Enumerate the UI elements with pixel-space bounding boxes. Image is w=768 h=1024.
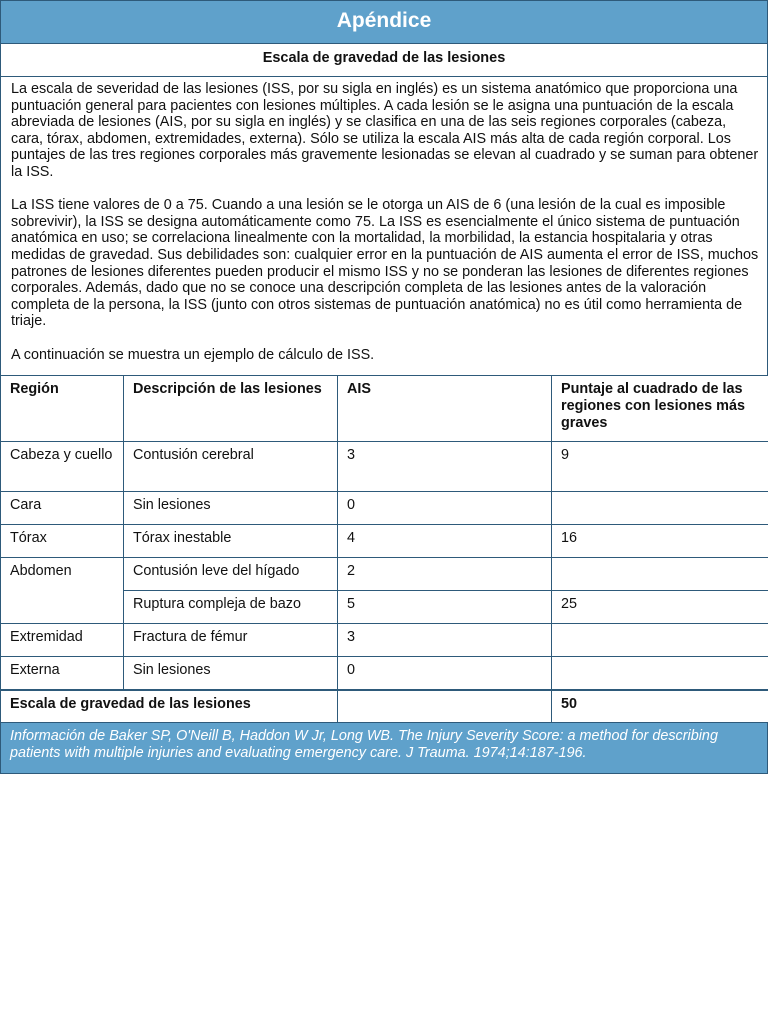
cell-score: 9 (552, 442, 768, 492)
cell-description: Contusión cerebral (124, 442, 338, 492)
total-score: 50 (552, 690, 768, 723)
cell-description: Tórax inestable (124, 525, 338, 558)
cell-region: Tórax (1, 525, 124, 558)
table-row (1, 558, 768, 591)
cell-region: Abdomen (1, 558, 124, 624)
cell-score (552, 558, 768, 591)
iss-table (0, 375, 768, 723)
cell-ais: 4 (338, 525, 552, 558)
cell-description: Sin lesiones (124, 492, 338, 525)
header-ais: AIS (338, 376, 552, 442)
section-subtitle: Escala de gravedad de las lesiones (0, 44, 768, 77)
cell-ais: 5 (338, 591, 552, 624)
intro-text (0, 77, 768, 375)
cell-region: Cabeza y cuello (1, 442, 124, 492)
intro-paragraph: La escala de severidad de las lesiones (ISS, por su sigla en inglés) es un sistema anatómico que proporciona una puntuación general para pacientes con lesiones múltiples. A cada lesión se le asigna una puntuación de la escala abreviada de lesiones (AIS, por su sigla en inglés) y se clasifica en una de las seis regiones corporales (cabeza, cara, tórax, abdomen, extremidades, externa). Sólo se utiliza la escala AIS más alta de cada región corporal. Los puntajes de las tres regiones corporales más gravemente lesionadas se elevan al cuadrado y se suman para obtener la ISS. (11, 81, 759, 180)
citation-footer: Información de Baker SP, O'Neill B, Haddon W Jr, Long WB. The Injury Severity Score: a method for describing patients with multiple injuries and evaluating emergency care. J Trauma. 1974;14:187-196. (0, 723, 768, 774)
cell-score (552, 657, 768, 690)
cell-description: Fractura de fémur (124, 624, 338, 657)
cell-description: Contusión leve del hígado (124, 558, 338, 591)
cell-ais: 3 (338, 442, 552, 492)
cell-region: Cara (1, 492, 124, 525)
table-total-row (1, 690, 768, 723)
page-title: Apéndice (0, 0, 768, 44)
header-description: Descripción de las lesiones (124, 376, 338, 442)
table-row (1, 657, 768, 690)
cell-score: 16 (552, 525, 768, 558)
table-row (1, 525, 768, 558)
cell-ais: 3 (338, 624, 552, 657)
cell-score: 25 (552, 591, 768, 624)
table-row (1, 624, 768, 657)
header-region: Región (1, 376, 124, 442)
header-score: Puntaje al cuadrado de las regiones con lesiones más graves (552, 376, 768, 442)
total-ais (338, 690, 552, 723)
cell-region: Externa (1, 657, 124, 690)
total-label: Escala de gravedad de las lesiones (1, 690, 338, 723)
cell-description: Ruptura compleja de bazo (124, 591, 338, 624)
table-row (1, 492, 768, 525)
cell-score (552, 624, 768, 657)
cell-score (552, 492, 768, 525)
table-row (1, 442, 768, 492)
intro-paragraph: A continuación se muestra un ejemplo de cálculo de ISS. (11, 346, 375, 363)
cell-description: Sin lesiones (124, 657, 338, 690)
cell-region: Extremidad (1, 624, 124, 657)
table-header-row (1, 376, 768, 442)
cell-ais: 0 (338, 657, 552, 690)
intro-paragraph: La ISS tiene valores de 0 a 75. Cuando a una lesión se le otorga un AIS de 6 (una lesión de la cual es imposible sobrevivir), la ISS se designa automáticamente como 75. La ISS es esencialmente el único sistema de puntuación anatómica en uso; se correlaciona linealmente con la mortalidad, la morbilidad, la estancia hospitalaria y otras medidas de gravedad. Sus debilidades son: cualquier error en la puntuación de AIS aumenta el error de ISS, muchos patrones de lesiones diferentes pueden producir el mismo ISS y no se ponderan las lesiones de diferentes regiones corporales. Además, dado que no se conoce una descripción completa de las lesiones antes de la valoración completa de la persona, la ISS (junto con otros sistemas de puntuación anatómica) no es útil como herramienta de triaje. (11, 197, 759, 330)
cell-ais: 2 (338, 558, 552, 591)
cell-ais: 0 (338, 492, 552, 525)
